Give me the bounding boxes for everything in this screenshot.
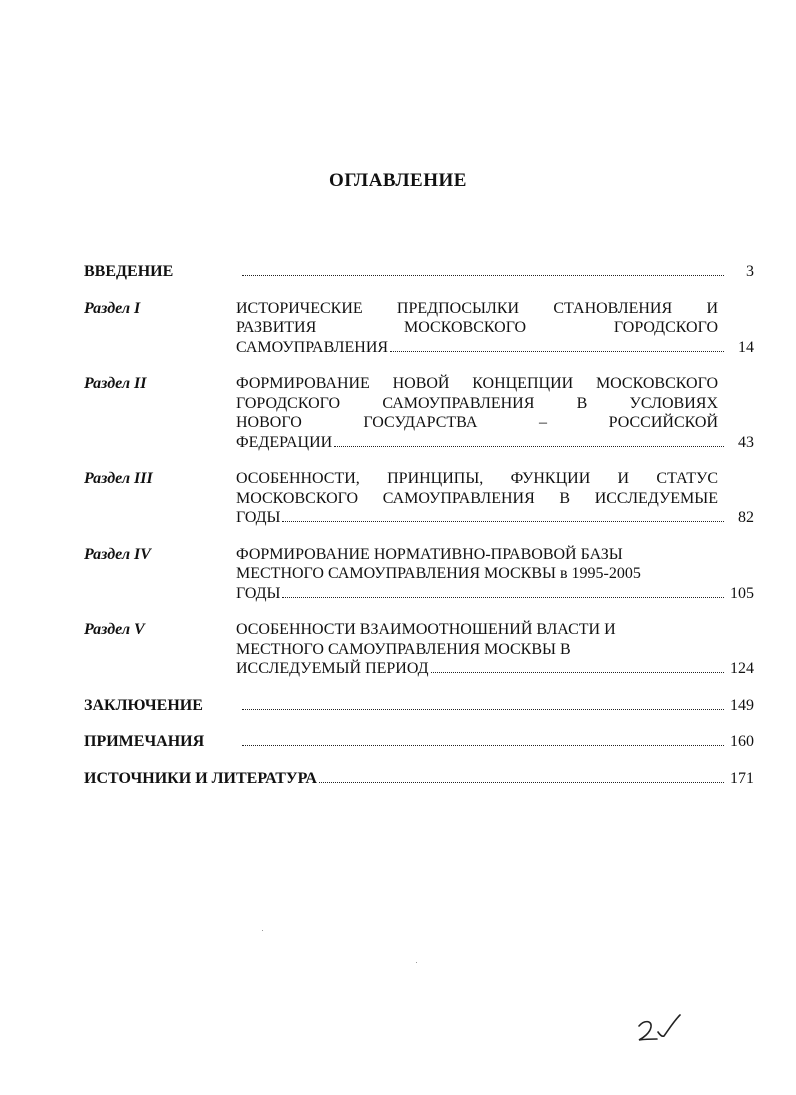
- dot-leader: [334, 445, 724, 447]
- dot-leader: [282, 596, 724, 598]
- section-title-line: МЕСТНОГО САМОУПРАВЛЕНИЯ МОСКВЫ В: [236, 640, 571, 658]
- toc-entry-section-4[interactable]: [84, 545, 754, 604]
- dot-leader: [242, 708, 724, 710]
- section-label: Раздел II: [84, 375, 147, 392]
- section-title-line: ОСОБЕННОСТИ, ПРИНЦИПЫ, ФУНКЦИИ И СТАТУС: [236, 470, 718, 487]
- toc-page-number: 160: [730, 733, 754, 750]
- section-label: Раздел III: [84, 470, 153, 487]
- toc-entry-sources[interactable]: [84, 769, 754, 789]
- section-title-line: ИССЛЕДУЕМЫЙ ПЕРИОД: [236, 660, 429, 677]
- toc-page-number: 82: [738, 509, 754, 526]
- dot-leader: [319, 781, 724, 783]
- dot-leader: [242, 274, 724, 276]
- dot-leader: [431, 671, 724, 673]
- section-title-line: РАЗВИТИЯ МОСКОВСКОГО ГОРОДСКОГО: [236, 319, 718, 336]
- toc-page-number: 105: [730, 584, 754, 602]
- page-title: ОГЛАВЛЕНИЕ: [329, 170, 467, 191]
- toc-page-number: 124: [730, 660, 754, 677]
- section-title-line: МЕСТНОГО САМОУПРАВЛЕНИЯ МОСКВЫ в 1995-2005: [236, 565, 641, 582]
- dot-leader: [390, 350, 724, 352]
- toc-entry-section-3[interactable]: [84, 469, 754, 528]
- section-title-line: САМОУПРАВЛЕНИЯ: [236, 338, 389, 356]
- section-title-line: ГОРОДСКОГО САМОУПРАВЛЕНИЯ В УСЛОВИЯХ: [236, 394, 718, 412]
- toc-entry-intro[interactable]: [84, 262, 754, 282]
- section-label: Раздел I: [84, 299, 141, 317]
- toc-label: ПРИМЕЧАНИЯ: [84, 733, 205, 750]
- toc-page-number: 14: [738, 338, 754, 356]
- table-of-contents: [84, 262, 754, 805]
- section-title-line: НОВОГО ГОСУДАРСТВА – РОССИЙСКОЙ: [236, 414, 718, 431]
- section-title-line: ГОДЫ: [236, 584, 281, 602]
- handwritten-mark: [636, 1012, 686, 1044]
- section-title-line: ФОРМИРОВАНИЕ НОРМАТИВНО-ПРАВОВОЙ БАЗЫ: [236, 545, 623, 563]
- section-title-line: ИСТОРИЧЕСКИЕ ПРЕДПОСЫЛКИ СТАНОВЛЕНИЯ И: [236, 299, 718, 317]
- section-label: Раздел V: [84, 621, 145, 638]
- section-title-line: ГОДЫ: [236, 509, 281, 526]
- toc-label: ВВЕДЕНИЕ: [84, 263, 174, 280]
- dot-leader: [282, 520, 724, 522]
- toc-entry-section-2[interactable]: [84, 374, 754, 452]
- toc-page-number: 149: [730, 696, 754, 714]
- toc-entry-section-1[interactable]: [84, 299, 754, 358]
- section-title-line: ОСОБЕННОСТИ ВЗАИМООТНОШЕНИЙ ВЛАСТИ И: [236, 621, 616, 638]
- toc-label: ИСТОЧНИКИ И ЛИТЕРАТУРА: [84, 769, 317, 787]
- section-title-line: ФЕДЕРАЦИИ: [236, 433, 333, 451]
- toc-page-number: 171: [730, 769, 754, 787]
- toc-page-number: 3: [746, 263, 754, 280]
- scan-speck: [416, 962, 417, 963]
- toc-entry-section-5[interactable]: [84, 620, 754, 679]
- toc-entry-conclusion[interactable]: [84, 696, 754, 716]
- section-title-line: МОСКОВСКОГО САМОУПРАВЛЕНИЯ В ИССЛЕДУЕМЫЕ: [236, 489, 718, 507]
- scan-speck: [262, 930, 263, 931]
- toc-entry-notes[interactable]: [84, 732, 754, 752]
- toc-page-number: 43: [738, 433, 754, 451]
- section-title-line: ФОРМИРОВАНИЕ НОВОЙ КОНЦЕПЦИИ МОСКОВСКОГО: [236, 375, 718, 392]
- toc-label: ЗАКЛЮЧЕНИЕ: [84, 696, 203, 714]
- section-label: Раздел IV: [84, 545, 151, 563]
- dot-leader: [242, 744, 724, 746]
